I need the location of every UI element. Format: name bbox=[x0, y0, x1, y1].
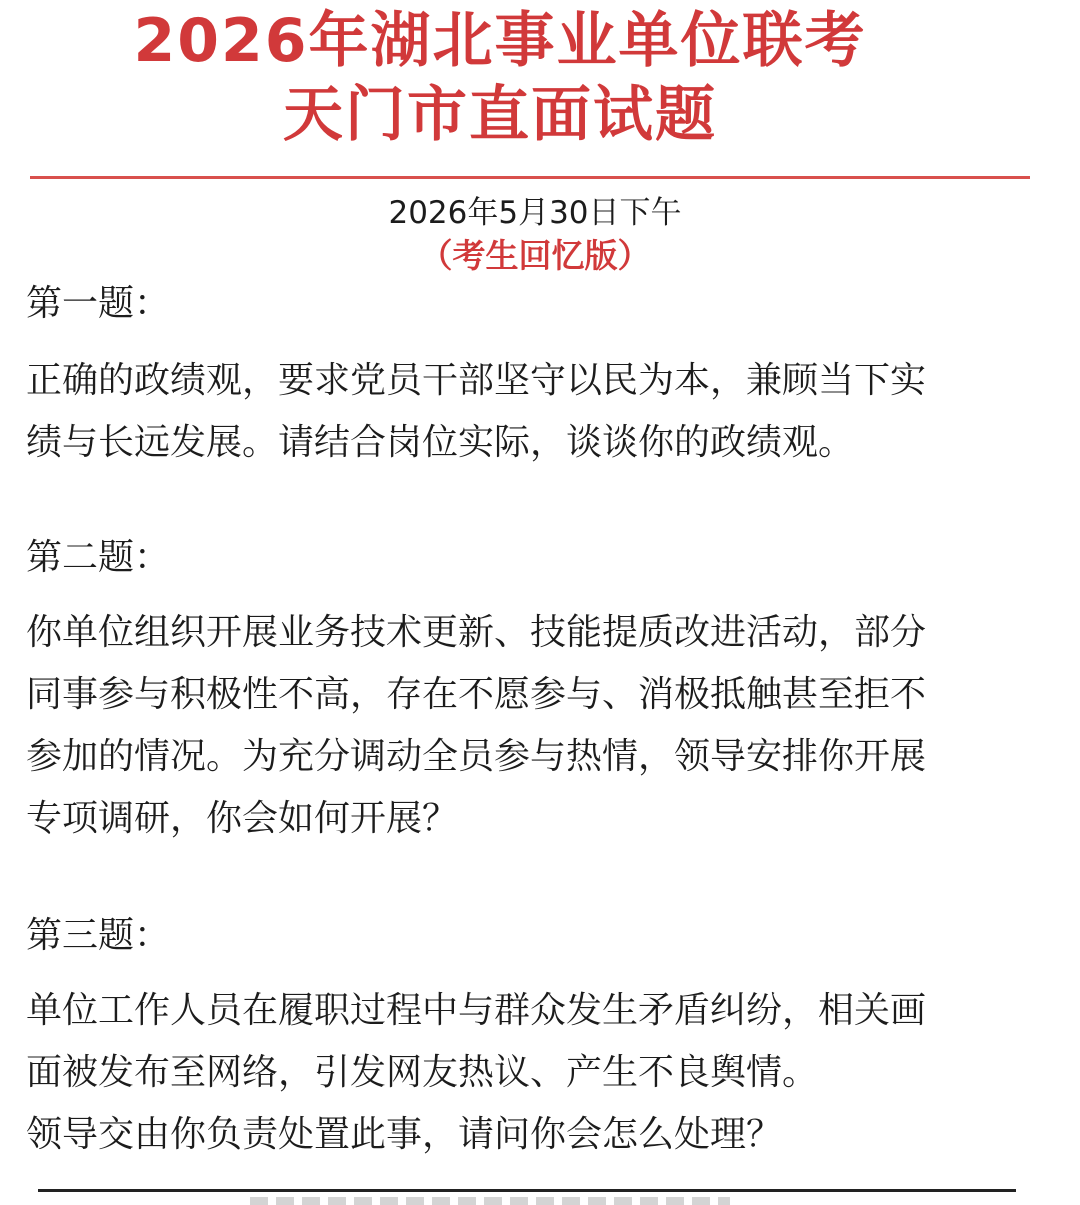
title-line-2: 天门市直面试题 bbox=[283, 80, 717, 150]
edition-label: （考生回忆版） bbox=[419, 236, 651, 275]
question-body bbox=[26, 980, 1046, 1166]
exam-date: 2026年5月30日下午 bbox=[388, 195, 682, 231]
title-divider bbox=[30, 176, 1030, 179]
question-body bbox=[26, 602, 1046, 850]
footer-divider bbox=[38, 1189, 1016, 1192]
question-heading: 第二题： bbox=[26, 537, 171, 578]
title-line-1: 2026年湖北事业单位联考 bbox=[133, 6, 867, 76]
question-text-line: 面被发布至网络，引发网友热议、产生不良舆情。 bbox=[26, 1052, 819, 1093]
question-text-line: 同事参与积极性不高，存在不愿参与、消极抵触甚至拒不 bbox=[26, 674, 927, 715]
question-text-line: 你单位组织开展业务技术更新、技能提质改进活动，部分 bbox=[26, 612, 927, 653]
question-text-line: 正确的政绩观，要求党员干部坚守以民为本，兼顾当下实 bbox=[26, 360, 927, 401]
question-text-line: 单位工作人员在履职过程中与群众发生矛盾纠纷，相关画 bbox=[26, 990, 927, 1031]
question-text-line: 绩与长远发展。请结合岗位实际，谈谈你的政绩观。 bbox=[26, 422, 855, 463]
document-title bbox=[0, 4, 1000, 152]
question-1 bbox=[26, 282, 1046, 474]
question-text-line: 专项调研，你会如何开展？ bbox=[26, 798, 459, 839]
cropped-footer-text bbox=[250, 1197, 730, 1205]
question-body bbox=[26, 350, 1046, 474]
question-2 bbox=[26, 536, 1046, 850]
question-3 bbox=[26, 914, 1046, 1166]
question-text-line: 参加的情况。为充分调动全员参与热情，领导安排你开展 bbox=[26, 736, 927, 777]
question-text-line: 领导交由你负责处置此事，请问你会怎么处理？ bbox=[26, 1114, 783, 1155]
question-heading: 第三题： bbox=[26, 915, 171, 956]
question-heading: 第一题： bbox=[26, 283, 171, 324]
